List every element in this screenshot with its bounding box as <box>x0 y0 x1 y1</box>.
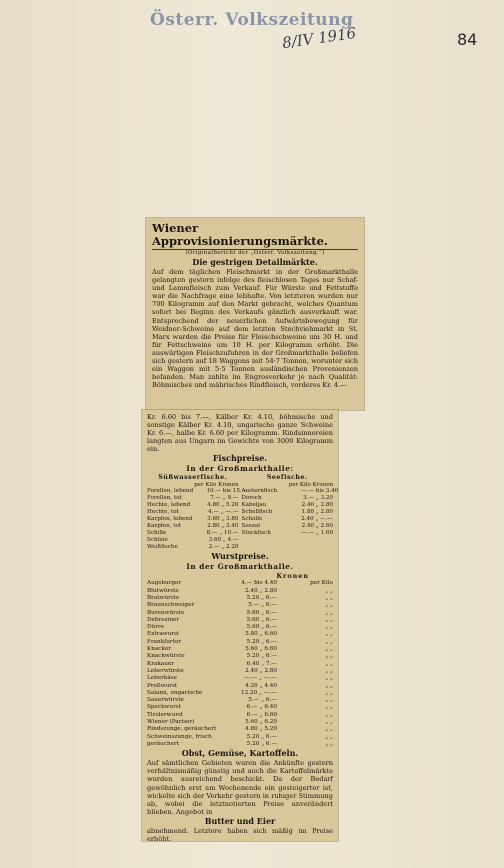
fish-price: 4.80 „ 5.20 <box>207 501 239 508</box>
newspaper-stamp: Österr. Volkszeitung <box>150 10 354 30</box>
sausage-unit: „ „ <box>325 682 333 689</box>
fish-price: 2.40 „ —.— <box>301 515 333 522</box>
clipping-byline: (Originalbericht der „Österr. Volkszeitung.“) <box>185 250 325 256</box>
table-row <box>147 487 248 495</box>
sausage-unit: „ „ <box>325 595 333 601</box>
sausage-unit: „ „ <box>325 740 333 747</box>
sausage-name: geräuchert <box>147 740 179 747</box>
sausage-price: 5.60 „ 6.— <box>246 624 277 631</box>
section-title-detail-markets: Die gestrigen Detailmärkte. <box>192 257 318 267</box>
sausage-unit: „ „ <box>325 733 333 740</box>
handwritten-date: 8/IV 1916 <box>281 23 358 53</box>
sausage-name: Augsburger <box>147 580 182 587</box>
table-row <box>147 697 333 704</box>
table-row <box>147 631 333 638</box>
table-row <box>147 675 333 682</box>
sausage-price: 4.20 „ 4.40 <box>245 682 277 689</box>
table-row <box>242 530 334 537</box>
sausage-name: Tirolerwurst <box>147 711 184 718</box>
article-body-meat: Auf dem täglichen Fleischmarkt in der Großmarkthalle gelangten gestern infolge des fleischlosen Tages nur Schaf- und Lammfleisch zum Verkauf. Für Würste und Fettstoffe war die Nachfrage eine lebhafte. Von letzteren wurden nur 700 Kilogramm auf den Markt gebracht, welches Quantum sofort bei Beginn des Verkaufs gänzlich ausverkauft war. Entsprechend der neuerlichen Aufwärtsbewegung für Weidner-Schweine auf dem letzten Stechviehmarkt in St. Marx wurden die Preise für Fleischschweine um 30 H. und für Fettschweine um 10 H. per Kilogramm erhöht. Die auswärtigen Fleischzufuhren in der Großmarkthalle beliefen sich gestern auf 18 Waggons mit 54·7 Tonnen, worunter sich ein Waggon mit 5·5 Tonnen ausländischen Provenienzen befanden. Man zahlte im Engrosverkehr je nach Qualität: Böhmisches und mährisches Rindfleisch, vorderes Kr. 4.— <box>152 268 358 390</box>
table-row <box>147 502 239 509</box>
fish-price: 3.60 „ 4.— <box>208 537 239 544</box>
unit-label: per Kilo Kronen <box>288 481 333 488</box>
sausage-unit: „ „ <box>325 616 333 623</box>
sausage-unit: „ „ <box>325 638 333 645</box>
fish-price: 1.80 „ 2.80 <box>301 508 333 515</box>
fish-price: 2.80 „ 3.40 <box>207 523 239 530</box>
table-row <box>147 509 239 516</box>
seafish-header: Seefische. <box>266 474 308 482</box>
sausage-price: 4.— bis 4.40 <box>241 580 277 587</box>
table-row <box>147 610 333 617</box>
clipping-bottom <box>142 410 338 841</box>
fish-name: Hechte, tot <box>147 508 179 515</box>
sausage-price: 6.— „ 6.60 <box>246 711 277 718</box>
fish-price: 4.— „ —.— <box>208 508 239 515</box>
fish-hall-title: In der Großmarkthalle: <box>186 464 294 474</box>
sausage-name: Blutwürste <box>147 587 179 594</box>
table-row <box>147 495 239 502</box>
sausage-unit: „ „ <box>325 726 333 733</box>
article-body-continued: Kr. 6.60 bis 7.—, Kälber Kr. 4.10, böhmische und sonstige Kälber Kr. 4.10, ungarische ganze Schweine Kr. 6.—, halbe Kr. 6.60 per Kilogramm. Rindsinnereien langten aus Ungarn im Gewichte von 3000 Kilogramm ein. <box>147 413 333 454</box>
table-row <box>147 544 239 551</box>
sausage-name: Salami, ungarische <box>147 689 203 696</box>
sausage-name: Sauerwürste <box>147 697 184 704</box>
fish-price: 10.— bis 15.— <box>206 487 248 494</box>
table-row <box>147 588 333 595</box>
fish-name: Schille <box>147 530 167 537</box>
freshwater-column <box>147 474 248 551</box>
table-row <box>147 516 239 523</box>
fish-price: 8.— „ 10.— <box>206 530 239 537</box>
fish-price: —.— bis 3.40 <box>301 487 339 494</box>
fish-name: Hechte, lebend <box>147 501 191 508</box>
fish-name: Schellfisch <box>241 508 273 515</box>
fish-name: Karpfen, lebend <box>147 515 193 522</box>
section-title-butter-eggs: Butter und Eier <box>204 815 276 826</box>
freshwater-header: Süßwasserfische. <box>158 474 228 482</box>
sausage-unit: „ „ <box>325 631 333 638</box>
sausage-unit: „ „ <box>325 660 333 667</box>
table-row <box>242 502 334 509</box>
fish-name: Schleie <box>147 537 168 544</box>
clipping-top <box>146 218 364 410</box>
table-row <box>242 509 334 516</box>
sausage-unit: „ „ <box>325 697 333 704</box>
sausage-name: Wiener (Pariser) <box>147 719 195 726</box>
sausage-name: Krakauer <box>147 660 174 667</box>
kronen-label: Kronen <box>276 572 309 581</box>
table-row <box>147 646 333 653</box>
sausage-name: Schweinszunge, frisch <box>147 733 212 740</box>
table-row <box>147 617 333 624</box>
sausage-price: 5.20 „ 6.— <box>246 740 277 747</box>
fish-price: 2.— „ 2.20 <box>208 544 239 551</box>
sausage-name: Debreziner <box>147 616 180 623</box>
sausage-price: 5.60 „ 6.— <box>246 609 277 616</box>
table-row <box>147 668 333 675</box>
sausage-price: 5.60 „ 6.60 <box>245 646 277 653</box>
sausage-name: Frankfurter <box>147 638 182 645</box>
sausage-price: 12.20 „ —.— <box>240 689 277 696</box>
fish-price: 7.— „ 9.— <box>210 494 239 501</box>
sausage-unit: „ „ <box>325 689 333 696</box>
sausage-price: 5.20 „ 6.— <box>246 595 277 601</box>
sausage-name: Speckwurst <box>147 704 181 711</box>
sausage-price: 5.80 „ 6.60 <box>245 631 277 638</box>
sausage-unit: „ „ <box>325 675 333 682</box>
sausage-unit: „ „ <box>325 609 333 616</box>
sausage-price: 5.20 „ 6.— <box>246 638 277 645</box>
table-row <box>242 495 334 502</box>
table-row <box>147 537 239 544</box>
sausage-unit: „ „ <box>325 587 333 594</box>
seafish-column <box>241 474 339 551</box>
sausage-hall-title: In der Großmarkthalle. <box>186 562 294 572</box>
fish-price: —.— „ 1.60 <box>301 530 333 537</box>
table-row <box>147 661 333 668</box>
sausage-unit: „ „ <box>325 624 333 631</box>
fish-price: 3.60 „ 3.80 <box>207 515 239 522</box>
fish-price-table <box>147 474 339 551</box>
table-row <box>147 690 333 697</box>
section-title-fish: Fischpreise. <box>212 453 268 464</box>
sausage-name: Knackwürste <box>147 653 185 660</box>
table-row <box>147 726 333 733</box>
sausage-price: 6.40 „ 7.— <box>246 660 277 667</box>
sausage-price: —.— „ —.— <box>244 675 277 682</box>
table-row <box>147 704 333 711</box>
table-row <box>147 653 333 660</box>
table-row <box>147 639 333 646</box>
sausage-name: Extrawurst <box>147 631 180 638</box>
sausage-price: 6.— „ 6.40 <box>246 704 277 711</box>
sausage-unit: „ „ <box>325 704 333 711</box>
fish-price: 2.40 „ 2.80 <box>301 501 333 508</box>
fish-name: Dorsch <box>241 494 262 501</box>
fish-name: Weißfische <box>147 544 178 551</box>
sausage-name: Braunschweiger <box>147 602 195 609</box>
table-row <box>242 523 334 530</box>
fish-name: Forellen, lebend <box>147 487 194 494</box>
sausage-price: 5.— „ 6.— <box>248 697 277 704</box>
fish-price: 2.40 „ 2.60 <box>301 523 333 530</box>
fish-name: Kabeljau <box>241 501 267 508</box>
fish-name: Karpfen, tot <box>147 523 182 530</box>
sausage-unit: „ „ <box>325 719 333 726</box>
sausage-unit: „ „ <box>325 653 333 660</box>
sausage-unit: „ „ <box>325 602 333 609</box>
sausage-unit: „ „ <box>325 646 333 653</box>
table-row <box>147 734 333 741</box>
table-row <box>147 595 333 602</box>
fish-name: Forellen, tot <box>147 494 182 501</box>
table-row <box>241 487 339 495</box>
section-title-produce: Obst, Gemüse, Kartoffeln. <box>181 748 299 759</box>
table-row <box>147 602 333 609</box>
table-row <box>147 530 239 537</box>
sausage-price: 2.40 „ 2.80 <box>245 667 277 674</box>
table-row <box>147 741 333 748</box>
sausage-price: 5.20 „ 6.— <box>246 653 277 660</box>
fish-name: Seezal <box>241 523 261 530</box>
fish-name: Austernfisch <box>241 487 278 494</box>
sausage-price-table <box>147 580 333 748</box>
sausage-name: Preßwurst <box>147 682 178 689</box>
sausage-price: 5.20 „ 6.— <box>246 733 277 740</box>
article-body-butter-eggs: abnehmend. Letztere haben sich mäßig im Preise erhöht. <box>147 826 333 843</box>
fish-name: Stockfisch <box>241 530 271 537</box>
table-row <box>147 580 333 587</box>
table-row <box>147 719 333 726</box>
sausage-price: 5.— „ 6.— <box>248 602 277 609</box>
page-number: 84 <box>457 30 478 49</box>
table-row <box>147 712 333 719</box>
sausage-price: 5.60 „ 6.20 <box>245 719 277 726</box>
sausage-name: Leberwürste <box>147 667 184 674</box>
article-body-produce: Auf sämtlichen Gebieten waren die Ankünfte gestern verhältnismäßig günstig und auch die Kartoffelmärkte wurden ausreichend beschickt. Da der Bedarf gewöhnlich erst am Wochenende ein gesteigerter ist, wickelte sich der Verkehr gestern in ruhiger Stimmung ab, wobei die letztnotierten Preise unverändert blieben. Angebot in <box>147 759 333 816</box>
sausage-name: Leberkäse <box>147 675 177 682</box>
sausage-price: 2.40 „ 2.80 <box>245 587 277 594</box>
fish-price: 3.— „ 3.20 <box>303 494 333 501</box>
sausage-name: Bratwürste <box>147 595 180 601</box>
clipping-headline: Wiener Approvisionierungsmärkte. <box>152 222 358 250</box>
sausage-unit: per Kilo <box>310 580 333 587</box>
unit-label: per Kilo Kronen <box>194 481 239 488</box>
fish-name: Scholle <box>241 515 263 522</box>
sausage-price: 4.80 „ 5.20 <box>245 726 277 733</box>
sausage-price: 5.60 „ 6.— <box>246 616 277 623</box>
table-row <box>242 516 334 523</box>
section-title-sausage: Wurstpreise. <box>211 551 269 562</box>
sausage-name: Knacker <box>147 646 172 653</box>
sausage-unit: „ „ <box>325 711 333 718</box>
sausage-name: Rindszunge, geräuchert <box>147 726 217 733</box>
sausage-unit: „ „ <box>325 667 333 674</box>
table-row <box>147 523 239 530</box>
table-row <box>147 683 333 690</box>
sausage-name: Dürre <box>147 624 165 631</box>
sausage-name: Burenwürste <box>147 609 185 616</box>
table-row <box>147 624 333 631</box>
